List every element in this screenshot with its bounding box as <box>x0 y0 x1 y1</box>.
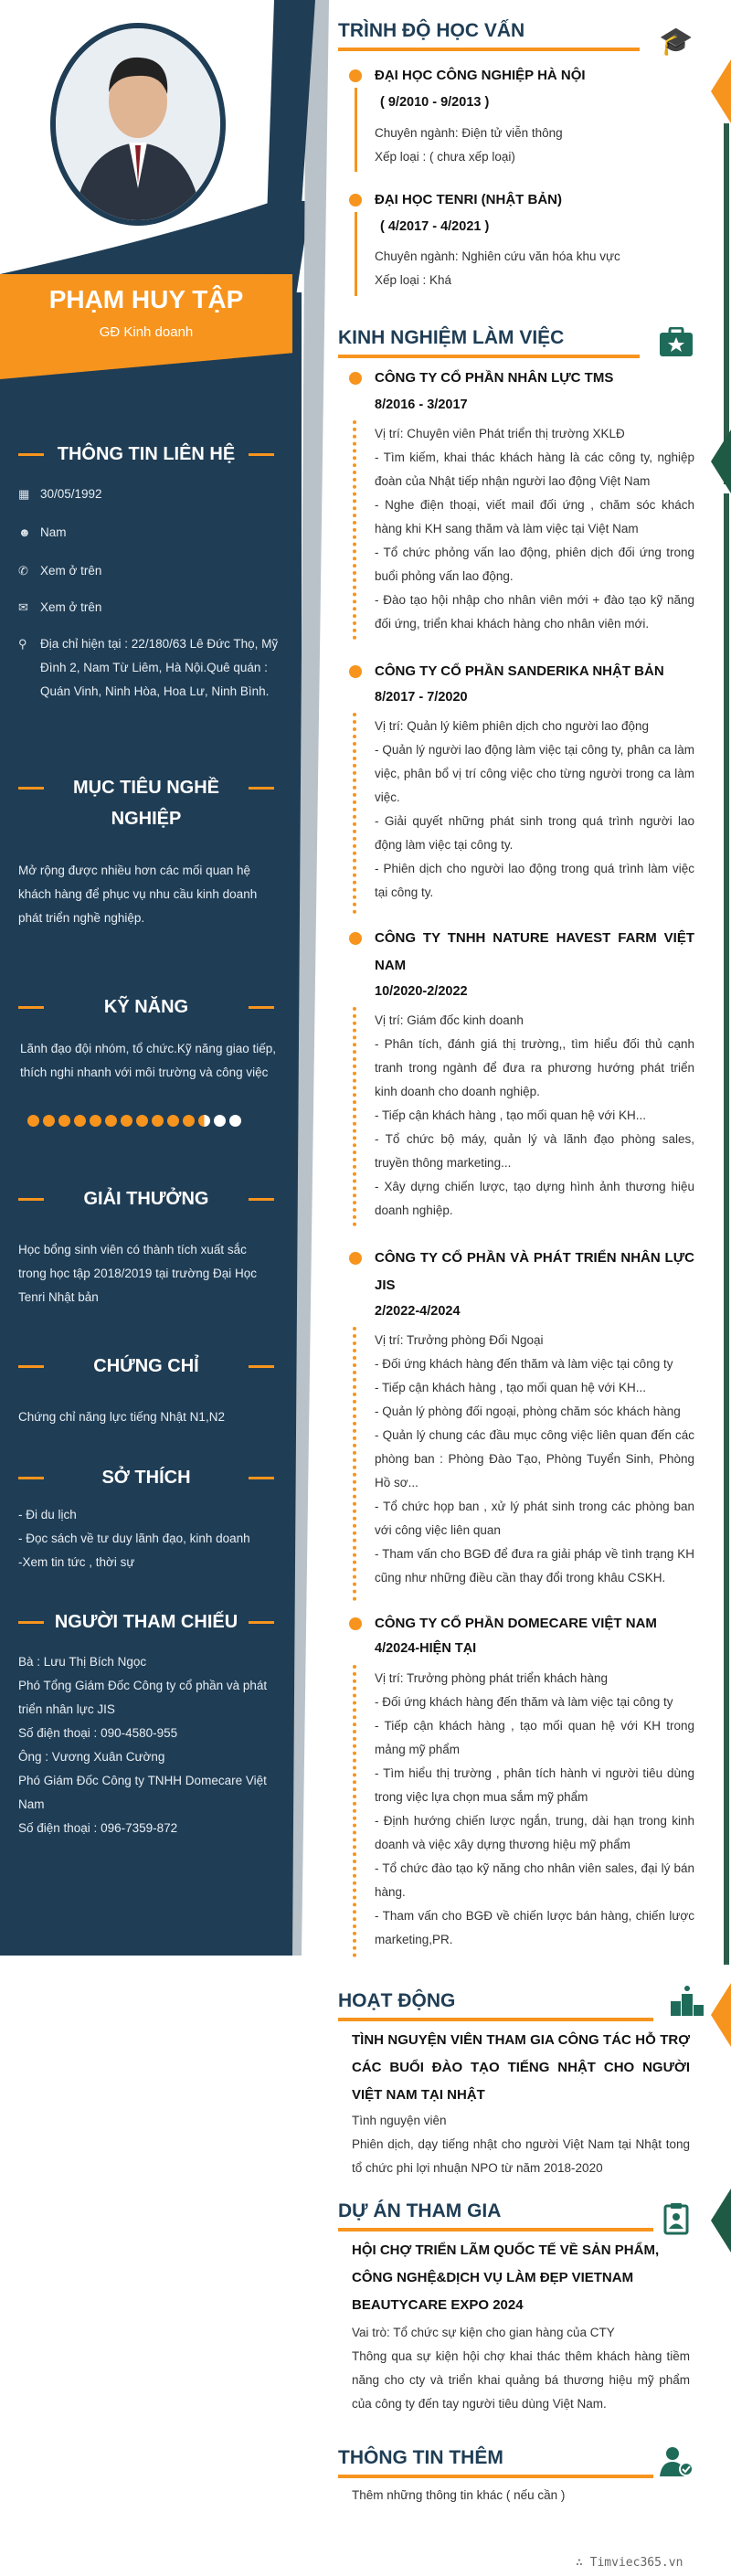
rating-dot <box>43 1115 55 1127</box>
contact-birthdate: ▦ 30/05/1992 <box>18 482 283 506</box>
hobby-item: - Đọc sách về tư duy lãnh đạo, kinh doanh <box>18 1532 250 1545</box>
job-line: - Tham vấn cho BGĐ về chiến lược bán hàng, chiến lược marketing,PR. <box>375 1909 694 1946</box>
side-line <box>724 123 729 484</box>
title-underline <box>338 48 640 51</box>
job-line: - Tiếp cận khách hàng , tạo mối quan hệ với KH trong mảng mỹ phẩm <box>375 1719 694 1756</box>
education-details <box>375 245 694 292</box>
timeline-dots <box>353 1665 356 1957</box>
job-line: - Tiếp cận khách hàng , tạo mối quan hệ với KH... <box>375 1108 647 1122</box>
section-title-activities: HOẠT ĐỘNG <box>338 1990 456 2011</box>
rating-dot <box>152 1115 164 1127</box>
contact-gender: ☻ Nam <box>18 521 283 545</box>
skill-rating <box>27 1115 245 1131</box>
hobby-item: -Xem tin tức , thời sự <box>18 1555 135 1569</box>
job-line: - Định hướng chiến lược ngắn, trung, dài hạn trong kinh doanh và việc xây dựng thương hiệu mỹ phẩm <box>375 1814 694 1851</box>
job-details <box>375 1329 694 1590</box>
section-title-awards: GIẢI THƯỞNG <box>0 1183 292 1214</box>
title-underline <box>338 2018 653 2021</box>
job-line: - Đối ứng khách hàng đến thăm và làm việc tại công ty <box>375 1357 673 1371</box>
project-line: Vai trò: Tổ chức sự kiện cho gian hàng của CTY <box>352 2326 615 2339</box>
timeline-bullet <box>349 1252 362 1265</box>
side-accent <box>711 59 731 123</box>
education-details <box>375 122 694 169</box>
job-line: - Đối ứng khách hàng đến thăm và làm việc tại công ty <box>375 1695 673 1709</box>
awards-text: Học bổng sinh viên có thành tích xuất sắc trong học tập 2018/2019 tại trường Đại Học Tenri Nhật bản <box>18 1243 258 1304</box>
company-name: CÔNG TY CỔ PHẦN DOMECARE VIỆT NAM <box>375 1616 657 1631</box>
job-line: Vị trí: Trưởng phòng Đối Ngoại <box>375 1333 544 1347</box>
job-period: 10/2020-2/2022 <box>375 984 468 999</box>
project-heading: HỘI CHỢ TRIỂN LÃM QUỐC TẾ VỀ SẢN PHẨM, CÔNG NGHỆ&DỊCH VỤ LÀM ĐẸP VIETNAM BEAUTYCARE EXPO 2024 <box>352 2242 660 2313</box>
timeline-dots <box>353 1007 356 1226</box>
section-title-references: NGƯỜI THAM CHIẾU <box>0 1606 292 1638</box>
skills-text: Lãnh đạo đội nhóm, tổ chức.Kỹ năng giao tiếp, thích nghi nhanh với môi trường và công việc <box>20 1042 276 1079</box>
job-line: - Đào tạo hội nhập cho nhân viên mới + đào tạo kỹ năng đối ứng, triển khai khách hàng cho nhân viên mới. <box>375 593 694 631</box>
section-title-hobbies: SỞ THÍCH <box>0 1462 292 1493</box>
rating-dot <box>58 1115 70 1127</box>
timeline-bullet <box>349 1617 362 1630</box>
timeline-dots <box>353 1327 356 1601</box>
section-title-extra: THÔNG TIN THÊM <box>338 2447 503 2468</box>
timeline-dots <box>353 420 356 640</box>
mail-icon: ✉ <box>18 600 28 614</box>
job-line: - Tham vấn cho BGĐ để đưa ra giải pháp về tình trạng KH cũng như những điều cần thay đổi trong khâu CSKH. <box>375 1547 694 1585</box>
job-details <box>375 715 694 905</box>
timeline-bullet <box>349 932 362 945</box>
reference-line: Số điện thoại : 096-7359-872 <box>18 1821 178 1835</box>
project-details <box>352 2321 690 2416</box>
job-line: Vị trí: Chuyên viên Phát triển thị trường XKLĐ <box>375 427 625 440</box>
side-accent <box>711 1983 731 2047</box>
education-line: Xếp loại : Khá <box>375 273 452 287</box>
contact-email: ✉ Xem ở trên <box>18 596 283 620</box>
extra-text: Thêm những thông tin khác ( nếu cần ) <box>352 2488 566 2502</box>
job-line: - Tiếp cận khách hàng , tạo mối quan hệ với KH... <box>375 1381 647 1394</box>
title-underline <box>338 355 640 358</box>
activity-heading: TÌNH NGUYỆN VIÊN THAM GIA CÔNG TÁC HỖ TRỢ CÁC BUỔI ĐÀO TẠO TIẾNG NHẬT CHO NGƯỜI VIỆT NAM TẠI NHẬT <box>352 2032 690 2103</box>
timeline-bullet <box>349 665 362 678</box>
title-underline <box>338 2228 653 2231</box>
job-details <box>375 422 694 636</box>
job-line: Vị trí: Trưởng phòng phát triển khách hàng <box>375 1671 609 1685</box>
education-line: Chuyên ngành: Nghiên cứu văn hóa khu vực <box>375 249 620 263</box>
section-title-experience: KINH NGHIỆM LÀM VIỆC <box>338 327 565 348</box>
reference-line: Phó Giám Đốc Công ty TNHH Domecare Việt Nam <box>18 1774 267 1811</box>
reference-line: Số điện thoại : 090-4580-955 <box>18 1726 178 1740</box>
education-line: Xếp loại : ( chưa xếp loại) <box>375 150 515 164</box>
section-title-education: TRÌNH ĐỘ HỌC VẤN <box>338 20 525 41</box>
job-period: 4/2024-HIỆN TẠI <box>375 1641 477 1656</box>
side-line <box>724 493 729 1965</box>
certificates-text: Chứng chỉ năng lực tiếng Nhật N1,N2 <box>18 1410 225 1424</box>
project-line: Thông qua sự kiện hội chợ khai thác thêm khách hàng tiềm năng cho cty và triển khai quảng bá thương hiệu mỹ phẩm của công ty đến tay người tiêu dùng Việt Nam. <box>352 2349 690 2411</box>
rating-dot <box>136 1115 148 1127</box>
hobby-item: - Đi du lịch <box>18 1508 77 1521</box>
section-title-objective: MỤC TIÊU NGHỀ <box>0 772 292 803</box>
references-list <box>18 1650 283 1840</box>
rating-dot <box>105 1115 117 1127</box>
rating-dot <box>167 1115 179 1127</box>
rating-dot <box>90 1115 101 1127</box>
hobbies-list <box>18 1503 283 1574</box>
title-underline <box>338 2475 653 2478</box>
job-line: - Quản lý người lao động làm việc tại công ty, phân ca làm việc, phân bổ vị trí công việc cho từng người trong ca làm việc. <box>375 743 694 804</box>
activity-details <box>352 2109 690 2180</box>
reference-line: Phó Tổng Giám Đốc Công ty cổ phần và phát triển nhân lực JIS <box>18 1679 268 1716</box>
job-line: - Tìm hiểu thị trường , phân tích hành vi người tiêu dùng trong việc lựa chọn mua sắm mỹ phẩm <box>375 1766 694 1804</box>
job-details <box>375 1009 694 1223</box>
section-title-certificates: CHỨNG CHỈ <box>0 1351 292 1382</box>
activity-line: Phiên dịch, dạy tiếng nhật cho người Việt Nam tại Nhật tong tổ chức phi lợi nhuận NPO từ năm 2018-2020 <box>352 2137 690 2175</box>
rating-dot <box>229 1115 241 1127</box>
phone-icon: ✆ <box>18 564 28 578</box>
job-line: Vị trí: Quản lý kiêm phiên dịch cho người lao động <box>375 719 650 733</box>
graduation-cap-icon: 🎓 <box>659 27 694 57</box>
job-line: - Tổ chức bộ máy, quản lý và lãnh đạo phòng sales, truyền thông marketing... <box>375 1132 694 1170</box>
user-check-icon <box>656 2445 696 2478</box>
activity-line: Tình nguyện viên <box>352 2114 447 2127</box>
rating-dot <box>183 1115 195 1127</box>
clipboard-user-icon <box>656 2202 696 2235</box>
job-line: - Tìm kiếm, khai thác khách hàng là các công ty, nghiệp đoàn của Nhật tiếp nhận người lao động Việt Nam <box>375 451 694 488</box>
job-line: - Quản lý phòng đối ngoại, phòng chăm sóc khách hàng <box>375 1405 681 1418</box>
job-line: - Nghe điện thoại, viết mail đối ứng , chăm sóc khách hàng khi KH sang thăm và làm việc tại Việt Nam <box>375 498 694 535</box>
job-period: 8/2016 - 3/2017 <box>375 398 468 412</box>
education-period: ( 4/2017 - 4/2021 ) <box>380 219 490 234</box>
side-accent <box>711 2189 731 2253</box>
location-icon: ⚲ <box>18 637 27 651</box>
calendar-icon: ▦ <box>18 487 30 501</box>
job-line: - Xây dựng chiến lược, tạo dựng hình ảnh thương hiệu doanh nghiệp. <box>375 1180 694 1217</box>
job-position: GĐ Kinh doanh <box>99 324 194 340</box>
job-line: - Phân tích, đánh giá thị trường,, tìm hiểu đối thủ cạnh tranh trong ngành để đưa ra phương hướng phát triển kinh doanh cho doanh nghiệp. <box>375 1037 694 1098</box>
job-line: - Tổ chức phỏng vấn lao động, phiên dịch đối ứng trong buổi phỏng vấn lao động. <box>375 546 694 583</box>
job-line: - Quản lý chung các đầu mục công việc liên quan đến các phòng ban : Phòng Đào Tạo, Phòng Tuyển Sinh, Phòng Hồ sơ... <box>375 1428 694 1489</box>
company-name: CÔNG TY CỔ PHẦN NHÂN LỰC TMS <box>375 370 614 386</box>
rating-dot <box>198 1115 210 1127</box>
contact-phone: ✆ Xem ở trên <box>18 559 283 583</box>
education-line: Chuyên ngành: Điện tử viễn thông <box>375 126 563 140</box>
timeline-bullet <box>349 372 362 385</box>
job-line: - Tổ chức họp ban , xử lý phát sinh trong các phòng ban với công việc liên quan <box>375 1500 694 1537</box>
company-name: CÔNG TY TNHH NATURE HAVEST FARM VIỆT NAM <box>375 930 694 973</box>
timeline-bullet <box>349 69 362 82</box>
footer-watermark: ∴ Timviec365.vn <box>576 2556 683 2570</box>
job-line: - Tổ chức đào tạo kỹ năng cho nhân viên sales, đại lý bán hàng. <box>375 1861 694 1899</box>
job-details <box>375 1667 694 1952</box>
education-period: ( 9/2010 - 9/2013 ) <box>380 95 490 110</box>
job-period: 2/2022-4/2024 <box>375 1304 461 1319</box>
contact-address: ⚲ Địa chỉ hiện tại : 22/180/63 Lê Đức Thọ, Mỹ Đình 2, Nam Từ Liêm, Hà Nội.Quê quán : Quán Vinh, Ninh Hòa, Hoa Lư, Ninh Bình. <box>18 632 283 704</box>
rating-dot <box>74 1115 86 1127</box>
rating-dot <box>214 1115 226 1127</box>
reference-line: Bà : Lưu Thị Bích Ngọc <box>18 1655 147 1669</box>
timeline-bar <box>355 88 357 172</box>
full-name: PHẠM HUY TẬP <box>48 285 244 313</box>
briefcase-star-icon <box>656 327 696 360</box>
company-name: CÔNG TY CỔ PHẦN SANDERIKA NHẬT BẢN <box>375 663 664 679</box>
rating-dot <box>121 1115 132 1127</box>
education-school: ĐẠI HỌC TENRI (NHẬT BẢN) <box>375 192 562 207</box>
section-title-skills: KỸ NĂNG <box>0 991 292 1023</box>
education-school: ĐẠI HỌC CÔNG NGHIỆP HÀ NỘI <box>375 68 586 83</box>
user-icon: ☻ <box>18 525 31 539</box>
company-name: CÔNG TY CỔ PHẦN VÀ PHÁT TRIỂN NHÂN LỰC JIS <box>375 1250 694 1293</box>
side-accent <box>711 429 731 493</box>
timeline-bullet <box>349 194 362 207</box>
section-title-projects: DỰ ÁN THAM GIA <box>338 2200 502 2221</box>
job-line: - Phiên dịch cho người lao động trong quá trình làm việc tại công ty. <box>375 862 694 899</box>
podium-icon <box>667 1985 707 2018</box>
job-period: 8/2017 - 7/2020 <box>375 690 468 705</box>
reference-line: Ông : Vương Xuân Cường <box>18 1750 165 1764</box>
avatar <box>50 23 226 226</box>
timeline-dots <box>353 713 356 914</box>
section-title-objective-line2: NGHIỆP <box>111 809 182 829</box>
timeline-bar <box>355 212 357 296</box>
job-line: Vị trí: Giám đốc kinh doanh <box>375 1013 524 1027</box>
objective-text: Mở rộng được nhiều hơn các mối quan hệ khách hàng để phục vụ nhu cầu kinh doanh phát triển nghề nghiệp. <box>18 864 258 925</box>
job-line: - Giải quyết những phát sinh trong quá trình người lao động làm việc tại công ty. <box>375 814 694 852</box>
section-title-contact: THÔNG TIN LIÊN HỆ <box>0 439 292 470</box>
rating-dot <box>27 1115 39 1127</box>
